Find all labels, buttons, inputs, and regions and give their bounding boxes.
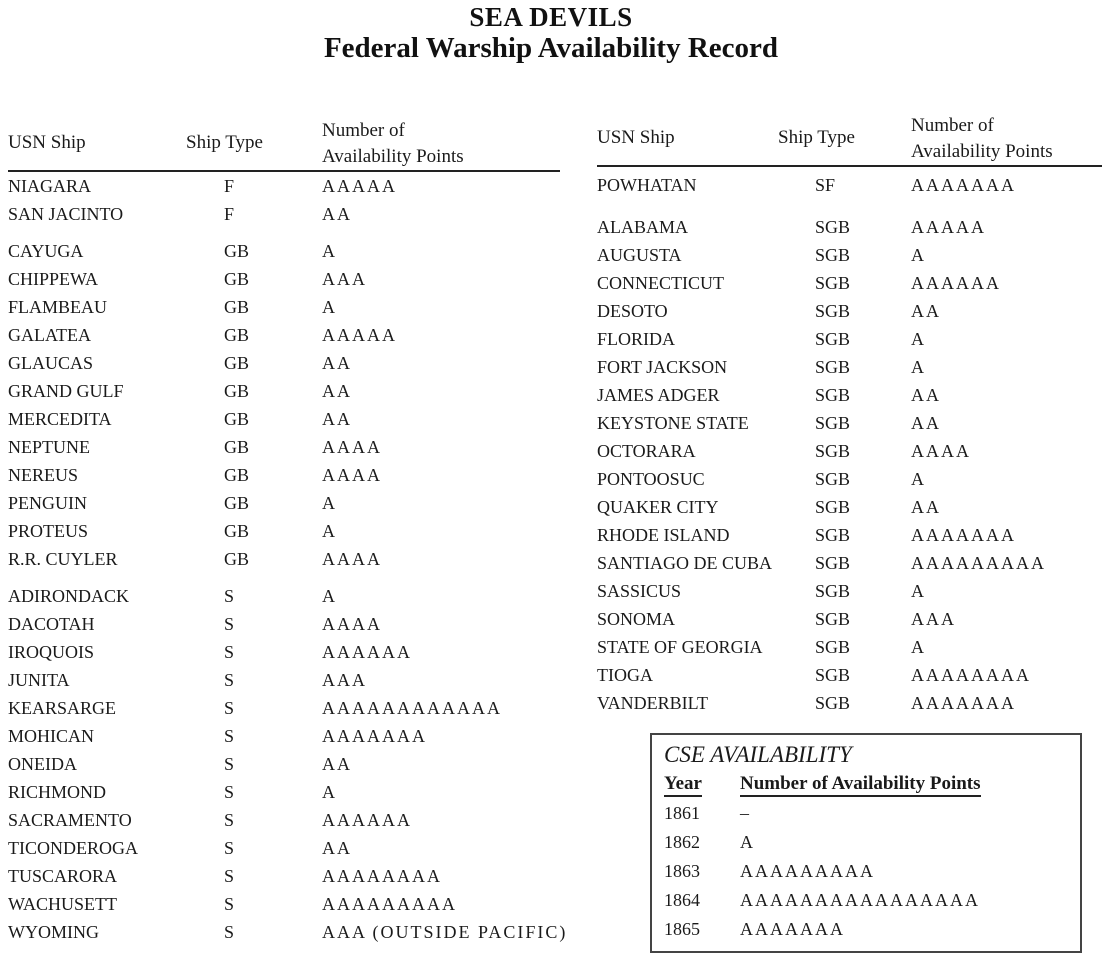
ship-name: MOHICAN [8,726,95,746]
table-row [8,610,560,638]
ship-type: SF [815,175,836,195]
ship-points: AAA [322,269,367,289]
ship-name: WACHUSETT [8,894,117,914]
ship-points: AAAAAAA [911,175,1016,195]
ship-points: A [911,245,926,265]
table-row [597,213,1102,241]
ship-name: WYOMING [8,922,99,942]
right-table-header [597,113,1102,167]
cse-year: 1863 [664,861,700,881]
ship-name: CHIPPEWA [8,269,99,289]
table-row [8,377,560,405]
table-row [8,545,560,573]
ship-type: GB [224,241,250,261]
ship-name: SONOMA [597,609,676,629]
left-table-rows [8,172,568,946]
ship-points: AAAAAAAA [322,866,442,886]
ship-type: S [224,922,235,942]
right-table-rows [597,171,1102,717]
table-row [597,689,1102,717]
ship-type: GB [224,381,250,401]
ship-points: AAAAAAAA [911,665,1031,685]
ship-type: S [224,698,235,718]
ship-points: A [322,521,337,541]
ship-name: NEREUS [8,465,79,485]
table-row [597,661,1102,689]
ship-name: GRAND GULF [8,381,124,401]
table-row [8,750,560,778]
cse-row [664,857,1080,886]
ship-type: S [224,726,235,746]
table-row [8,433,560,461]
cse-availability-box [650,733,1082,953]
cse-year: 1865 [664,919,700,939]
table-row [597,171,1102,199]
cse-rows [664,799,1080,944]
table-row [8,200,560,228]
ship-name: SANTIAGO DE CUBA [597,553,772,573]
type-column-header: Ship Type [186,132,263,153]
ship-points: AAAAAAA [322,726,427,746]
ship-name: KEYSTONE STATE [597,413,749,433]
ship-points: AA [322,353,352,373]
cse-row [664,886,1080,915]
ship-points: A [322,586,337,606]
table-row [8,666,560,694]
left-table-header [8,118,560,172]
ship-points: A [322,297,337,317]
ship-type: SGB [815,385,851,405]
ship-points: AAA [322,670,367,690]
ship-name: QUAKER CITY [597,497,719,517]
points-column-header: Number of Availability Points [322,120,464,167]
points-column-header: Number of Availability Points [911,115,1053,162]
table-row [8,321,560,349]
ship-name: KEARSARGE [8,698,117,718]
ship-name: OCTORARA [597,441,696,461]
ship-points: AAAAAAAAA [911,553,1046,573]
ship-type: SGB [815,497,851,517]
ship-points: AA [911,497,941,517]
ship-name: POWHATAN [597,175,697,195]
ship-points: AAAAAA [322,642,412,662]
ship-name: CONNECTICUT [597,273,724,293]
ship-type: S [224,754,235,774]
table-row [597,465,1102,493]
ship-name: JUNITA [8,670,70,690]
ship-name: SACRAMENTO [8,810,132,830]
ship-points: A [911,329,926,349]
table-row [597,577,1102,605]
table-row [8,862,560,890]
ship-type: SGB [815,413,851,433]
ship-name: IROQUOIS [8,642,95,662]
ship-name: FORT JACKSON [597,357,728,377]
ship-points: AA [322,409,352,429]
ship-type: SGB [815,665,851,685]
ship-points: AAAAAAAAAAAA [322,698,502,718]
ship-name: ALABAMA [597,217,689,237]
ship-name: SASSICUS [597,581,682,601]
ship-type: GB [224,325,250,345]
ship-name: PROTEUS [8,521,89,541]
ship-type: GB [224,521,250,541]
ship-type: F [224,204,235,224]
table-row [597,521,1102,549]
table-row [8,722,560,750]
type-column-header: Ship Type [778,127,855,148]
cse-header [664,769,1080,799]
ship-type: SGB [815,525,851,545]
table-row [597,549,1102,577]
ship-name: CAYUGA [8,241,84,261]
ship-name: NIAGARA [8,176,91,196]
table-row [8,349,560,377]
ship-type: SGB [815,357,851,377]
ship-name: SAN JACINTO [8,204,124,224]
table-row [597,325,1102,353]
page-subtitle: Federal Warship Availability Record [323,32,779,64]
table-row [597,493,1102,521]
ship-type: S [224,838,235,858]
table-row [8,918,568,946]
ship-points: A [911,581,926,601]
ship-column-header: USN Ship [597,127,675,148]
left-ship-table [8,118,568,946]
ship-name: MERCEDITA [8,409,112,429]
table-row [597,437,1102,465]
ship-points: AAAA [322,437,382,457]
ship-points: AA [911,301,941,321]
ship-name: RHODE ISLAND [597,525,730,545]
ship-points: AAAA [322,614,382,634]
ship-points: AAAAAAA [911,525,1016,545]
ship-type: GB [224,297,250,317]
ship-name: ADIRONDACK [8,586,129,606]
table-row [8,834,560,862]
table-row [597,633,1102,661]
ship-points: AA [911,413,941,433]
ship-name: GALATEA [8,325,91,345]
ship-type: S [224,586,235,606]
ship-points: AAA (OUTSIDE PACIFIC) [322,922,568,942]
cse-year: 1862 [664,832,700,852]
ship-type: SGB [815,581,851,601]
ship-type: GB [224,437,250,457]
table-row [8,172,560,200]
ship-points: AAAA [911,441,971,461]
ship-points: AA [322,204,352,224]
ship-points: A [322,493,337,513]
ship-type: GB [224,465,250,485]
ship-points: AAAA [322,549,382,569]
ship-points: AAAAA [322,176,397,196]
ship-type: SGB [815,469,851,489]
right-ship-table [597,113,1102,717]
ship-points: AA [322,381,352,401]
ship-type: SGB [815,441,851,461]
cse-points: AAAAAAAAA [740,861,875,881]
ship-points: AAAAA [911,217,986,237]
ship-name: AUGUSTA [597,245,682,265]
table-row [8,461,560,489]
table-row [597,381,1102,409]
ship-points: AA [322,838,352,858]
ship-type: SGB [815,273,851,293]
ship-name: PONTOOSUC [597,469,705,489]
table-row [8,694,560,722]
ship-points: A [911,357,926,377]
cse-year-header: Year [664,773,702,797]
ship-column-header: USN Ship [8,132,86,153]
ship-type: S [224,782,235,802]
ship-type: GB [224,549,250,569]
ship-name: ONEIDA [8,754,77,774]
table-row [8,265,560,293]
ship-type: SGB [815,301,851,321]
ship-name: FLAMBEAU [8,297,108,317]
ship-name: TICONDEROGA [8,838,138,858]
ship-type: SGB [815,553,851,573]
table-row [8,405,560,433]
ship-name: NEPTUNE [8,437,90,457]
cse-title: CSE AVAILABILITY [664,742,852,767]
ship-points: A [911,469,926,489]
table-row [597,297,1102,325]
ship-name: TIOGA [597,665,653,685]
ship-type: SGB [815,329,851,349]
table-row [8,489,560,517]
ship-type: S [224,866,235,886]
ship-type: F [224,176,235,196]
ship-name: PENGUIN [8,493,87,513]
ship-type: SGB [815,693,851,713]
ship-points: AAAA [322,465,382,485]
ship-type: SGB [815,609,851,629]
ship-points: AA [911,385,941,405]
cse-points: A [740,832,755,852]
ship-type: S [224,642,235,662]
ship-points: AAAAAAAAA [322,894,457,914]
ship-type: GB [224,269,250,289]
ship-name: GLAUCAS [8,353,94,373]
ship-name: FLORIDA [597,329,676,349]
table-row [8,806,560,834]
table-row [8,778,560,806]
ship-points: AAA [911,609,956,629]
ship-type: S [224,670,235,690]
ship-name: JAMES ADGER [597,385,720,405]
ship-type: SGB [815,217,851,237]
table-row [8,237,560,265]
ship-points: A [911,637,926,657]
page-title: SEA DEVILS [469,2,633,32]
cse-year: 1861 [664,803,700,823]
ship-type: S [224,894,235,914]
table-row [597,241,1102,269]
ship-type: GB [224,409,250,429]
cse-row [664,799,1080,828]
cse-points: – [740,803,751,823]
ship-name: VANDERBILT [597,693,709,713]
cse-row [664,915,1080,944]
ship-name: DESOTO [597,301,668,321]
table-row [8,890,560,918]
ship-type: SGB [815,637,851,657]
table-row [8,293,560,321]
table-row [597,409,1102,437]
ship-type: GB [224,353,250,373]
ship-points: A [322,241,337,261]
ship-name: RICHMOND [8,782,107,802]
ship-points: A [322,782,337,802]
table-row [597,605,1102,633]
ship-name: DACOTAH [8,614,95,634]
ship-points: AAAAAA [911,273,1001,293]
cse-points: AAAAAAAAAAAAAAAA [740,890,980,910]
ship-type: GB [224,493,250,513]
ship-name: STATE OF GEORGIA [597,637,763,657]
table-row [8,517,560,545]
cse-row [664,828,1080,857]
ship-points: AAAAA [322,325,397,345]
ship-name: R.R. CUYLER [8,549,118,569]
ship-points: AAAAAA [322,810,412,830]
ship-type: S [224,614,235,634]
ship-name: TUSCARORA [8,866,118,886]
ship-points: AA [322,754,352,774]
table-row [8,582,560,610]
cse-points-header: Number of Availability Points [740,773,981,797]
ship-points: AAAAAAA [911,693,1016,713]
ship-type: SGB [815,245,851,265]
table-row [597,353,1102,381]
table-row [597,269,1102,297]
ship-type: S [224,810,235,830]
table-row [8,638,560,666]
cse-points: AAAAAAA [740,919,845,939]
cse-year: 1864 [664,890,700,910]
